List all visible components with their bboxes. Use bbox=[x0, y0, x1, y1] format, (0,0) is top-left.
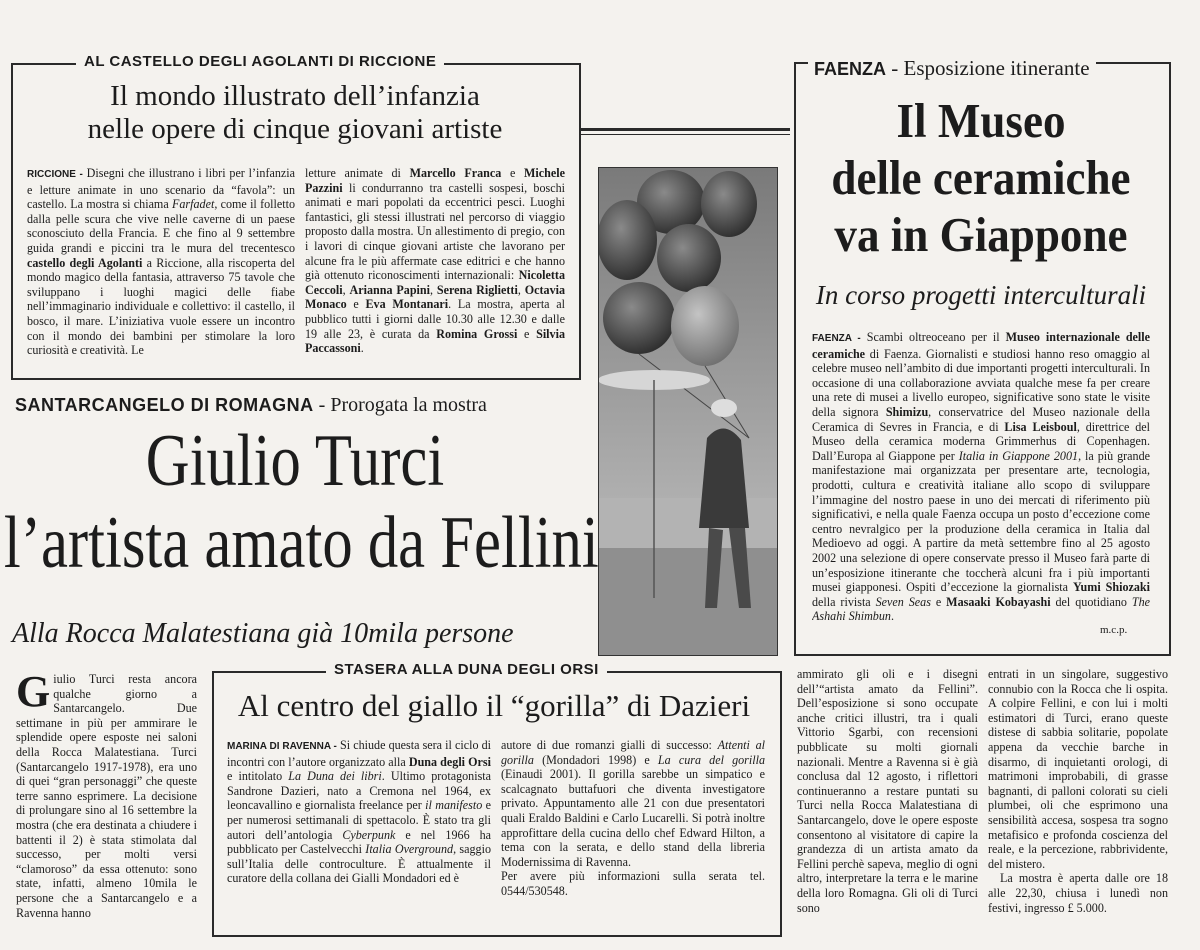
text-run: (Einaudi 2001). Il gorilla sarebbe un simpatico e scalcagnato buttafuori che diventa investigatore privato. Appuntamento alle 21 con due presentatori quali Eraldo Baldini e Carlo Lucarelli. Si potrà inoltre approfittare della cucina dello chef Edward Hilton, a tema con la serata, e dello stand della libreria Modernissima di Ravenna. bbox=[501, 767, 765, 869]
text-run: e bbox=[501, 166, 525, 180]
santarcangelo-column-1 bbox=[16, 672, 197, 940]
santarcangelo-kicker-label: - Prorogata la mostra bbox=[313, 394, 487, 416]
text-run: autore di due romanzi gialli di successo: bbox=[501, 738, 718, 752]
text-run: , come il folletto dalla pelle scura che vive nelle caverne di un paese sconosciuto della Francia. E che fino al 9 settembre guida grandi e piccini tra le mura del trecentesco bbox=[27, 197, 295, 255]
text-run: Per avere più informazioni sulla serata tel. 0544/530548. bbox=[501, 869, 765, 898]
faenza-kicker-label: - Esposizione itinerante bbox=[886, 56, 1090, 80]
text-run: The Ashahi Shimbun bbox=[812, 594, 1150, 624]
text-run: entrati in un singolare, suggestivo connubio con la Rocca che li ospita. A colpire Fellini, e con lui i molti estimatori di Turci, erano queste distese di sabbia solitarie, popolate appena da vecchie barche in disarmo, di inquietanti orologi, di matrimoni improbabili, di grasse bagnanti, di palloni colorati su cieli plumbei, oli che esprimono una sensibilità accesa, sospesa tra sogno metafisico e profonda coscienza del reale, e la percezione, rabbrividente, del mistero. bbox=[988, 667, 1168, 871]
text-run: La cura del gorilla bbox=[657, 752, 765, 767]
faenza-dateline: FAENZA - bbox=[812, 333, 861, 344]
faenza-headline bbox=[811, 92, 1151, 263]
text-run: e bbox=[517, 326, 537, 341]
text-run: Eva Montanari bbox=[365, 297, 449, 312]
riccione-column-1 bbox=[27, 166, 295, 372]
riccione-headline-line1: Il mondo illustrato dell’infanzia bbox=[110, 80, 480, 112]
riccione-headline-line2: nelle opere di cinque giovani artiste bbox=[87, 113, 503, 146]
text-run: letture animate di bbox=[305, 166, 410, 180]
text-run: . bbox=[890, 609, 894, 624]
text-run: a Riccione, alla riscoperta del mondo magico della fantasia, attraverso 75 tavole che sviluppano i luoghi magici delle fiabe nell’immaginario individuale e collettivo: il castello, il bosco, il mare. L’iniziativa vuole essere un incontro con il mondo dei bambini per stimolare la loro curiosità e creatività. Le bbox=[27, 255, 295, 358]
text-run: , saggio sull’Italia delle controculture. È attualmente il curatore della collana dei Gialli Mondadori ed è bbox=[227, 842, 491, 886]
dazieri-dateline: MARINA DI RAVENNA - bbox=[227, 741, 337, 752]
faenza-kicker bbox=[808, 56, 1096, 81]
text-run: Arianna Papini bbox=[349, 282, 430, 297]
faenza-signature: m.c.p. bbox=[1100, 624, 1128, 636]
santarcangelo-column-3 bbox=[797, 667, 978, 947]
text-run: e intitolato bbox=[227, 769, 289, 784]
text-run: , direttrice del Museo della ceramica moderna Grimmerhus di Copenhagen. Dall’Europa al Giappone per bbox=[812, 419, 1150, 463]
text-run: Italia Overground bbox=[365, 842, 454, 857]
text-run: il manifesto bbox=[425, 798, 483, 813]
top-rule bbox=[580, 128, 790, 131]
text-run: , bbox=[517, 282, 525, 297]
text-run: Attenti al gorilla bbox=[501, 738, 765, 767]
santarcangelo-subhead: Alla Rocca Malatestiana già 10mila persone bbox=[12, 618, 514, 649]
santarcangelo-headline-line2: l’artista amato da Fellini bbox=[3, 502, 599, 584]
painting-svg bbox=[599, 168, 777, 655]
text-run: Lisa Leisboul bbox=[1004, 419, 1077, 434]
text-run: e bbox=[930, 594, 947, 609]
text-run: Italia in Giappone 2001 bbox=[958, 448, 1079, 463]
faenza-subhead: In corso progetti interculturali bbox=[815, 280, 1147, 310]
text-run: , bbox=[430, 282, 437, 297]
text-run: iulio Turci resta ancora qualche giorno a Santarcangelo. Due settimane in più per ammirare le splendide opere esposte nei saloni della Rocca Malatestiana. Turci (Santarcangelo 1917-1978), era uno di quei “gran personaggi” che queste terre sanno esprimere. La decisione di prolungare sino al 16 settembre la mostra (che era destinata a chiudere i battenti il 2) è stata stimolata dal successo, per molti versi “clamoroso” da essa ottenuto: sono state, infatti, almeno 10mila le persone che a Santarcangelo e a Ravenna hanno bbox=[16, 672, 197, 920]
text-run: Serena Riglietti bbox=[436, 282, 518, 297]
text-run: , conservatrice del Museo nazionale della Ceramica di Sevres in Francia, e di bbox=[812, 404, 1150, 434]
text-run: Museo internazionale delle ceramiche bbox=[812, 330, 1150, 361]
text-run: del quotidiano bbox=[1050, 594, 1132, 609]
text-run: e nel 1966 ha pubblicato per Castelvecchi bbox=[227, 827, 491, 857]
text-run: , la più grande manifestazione mai organizzata per presentare arte, tecnologia, prodotti, cultura e creatività italiane allo scopo di sviluppare l’immagine del nostro paese in uno dei mercati di riferimento più significativi, e nella quale Faenza occupa un posto d’eccezione come centro nevralgico per la produzione della ceramica in Italia dal Medioevo ad oggi. A partire da metà settembre fino al 25 agosto 2002 una selezione di opere conservate presso il Museo farà parte di un’esposizione itinerante che toccherà alcuni fra i più importanti musei giapponesi. Ospiti d’eccezione la giornalista bbox=[812, 448, 1150, 595]
riccione-headline bbox=[20, 80, 570, 147]
drop-cap: G bbox=[16, 672, 51, 716]
riccione-column-2 bbox=[305, 166, 565, 372]
santarcangelo-kicker-place: SANTARCANGELO DI ROMAGNA bbox=[15, 395, 314, 415]
text-run: Shimizu bbox=[885, 404, 929, 419]
text-run: Si chiude questa sera il ciclo di incontri con l’autore organizzato alla bbox=[227, 738, 491, 769]
top-rule-2 bbox=[580, 134, 790, 135]
santarcangelo-kicker bbox=[15, 394, 487, 417]
faenza-headline-line3: va in Giappone bbox=[834, 207, 1128, 262]
text-run: Silvia Paccassoni bbox=[305, 326, 565, 356]
text-run: Farfadet bbox=[171, 197, 215, 212]
faenza-headline-line1: Il Museo bbox=[896, 93, 1066, 148]
text-run: e per numerosi settimanali di spettacolo. È stato tra gli autori dell’antologia bbox=[227, 798, 491, 842]
text-run: La mostra è aperta dalle ore 18 alle 22,30, chiusa i lunedì non festivi, ingresso £ 5.000. bbox=[988, 871, 1168, 915]
text-run: (Mondadori 1998) e bbox=[533, 752, 658, 767]
faenza-body bbox=[812, 330, 1150, 626]
dazieri-headline: Al centro del giallo il “gorilla” di Dazieri bbox=[237, 688, 751, 723]
text-run: Yumi Shiozaki bbox=[1072, 580, 1150, 595]
text-run: Marcello Franca bbox=[409, 166, 502, 180]
text-run: Michele Pazzini bbox=[305, 166, 565, 195]
text-run: Masaaki Kobayashi bbox=[946, 594, 1051, 609]
text-run: Duna degli Orsi bbox=[408, 754, 491, 769]
dazieri-kicker: STASERA ALLA DUNA DEGLI ORSI bbox=[326, 661, 607, 678]
text-run: li condurranno tra castelli sospesi, boschi animati e mari popolati da eccentrici pesci. Luoghi fantastici, gli stessi illustrati nel percorso di viaggio proposto dalla mostra. Un allestimento di pregio, con i lavori di cinque giovani artiste che lavorano per alcune fra le più affermate case editrici e che hanno già ottenuto riconoscimenti internazionali: bbox=[305, 180, 565, 283]
text-run: Romina Grossi bbox=[436, 326, 518, 341]
text-run: castello degli Agolanti bbox=[27, 255, 143, 270]
text-run: Octavia Monaco bbox=[305, 282, 565, 312]
text-run: . Ultimo protagonista Sandrone Dazieri, nato a Cremona nel 1964, ex leoncavallino e giornalista freelance per bbox=[227, 769, 491, 813]
text-run: Seven Seas bbox=[875, 594, 931, 609]
text-run: . La mostra, aperta al pubblico tutti i giorni dalle 10.30 alle 12.30 e dalle 19 alle 23, è curata da bbox=[305, 297, 565, 341]
text-run: La Duna dei libri bbox=[288, 769, 382, 784]
santarcangelo-headline-line1: Giulio Turci bbox=[145, 420, 445, 502]
text-run: della rivista bbox=[812, 594, 876, 609]
santarcangelo-headline bbox=[3, 420, 599, 584]
faenza-kicker-place: FAENZA bbox=[814, 59, 886, 79]
text-run: Cyberpunk bbox=[342, 827, 396, 842]
text-run: , bbox=[342, 282, 350, 297]
text-run: Disegni che illustrano i libri per l’infanzia e letture animate in uno scenario da “favola”: un castello. La mostra si chiama bbox=[27, 166, 295, 212]
dazieri-column-2 bbox=[501, 738, 765, 928]
santarcangelo-column-4 bbox=[988, 667, 1168, 947]
text-run: Nicoletta Ceccoli bbox=[305, 268, 565, 297]
text-run: . bbox=[360, 341, 364, 356]
riccione-dateline: RICCIONE - bbox=[27, 169, 83, 180]
text-run: e bbox=[346, 297, 366, 312]
text-run: ammirato gli oli e i disegni dell’“artista amato da Fellini”. Dell’esposizione si sono occupate anche critici illustri, tra i quali Vittorio Sgarbi, con recensioni pubblicate su molti giornali nazionali. Mentre a Ravenna si è già conclusa dal 12 agosto, i riflettori continueranno a restare puntati su Turci nella Rocca Malatestiana di Santarcangelo, dove le opere esposte consentono al visitatore di capire la grandezza di un artista amato da Fellini perchè sapeva, meglio di ogni altro, interpretare la terra e le marine della loro Romagna. Gli oli di Turci sono bbox=[797, 667, 978, 915]
riccione-kicker: AL CASTELLO DEGLI AGOLANTI DI RICCIONE bbox=[76, 53, 444, 70]
text-run: Scambi oltreoceano per il bbox=[860, 330, 1006, 344]
faenza-headline-line2: delle ceramiche bbox=[831, 150, 1131, 205]
dazieri-column-1 bbox=[227, 738, 491, 928]
turci-painting-photo bbox=[598, 167, 778, 656]
text-run: di Faenza. Giornalisti e studiosi hanno reso omaggio al celebre museo nell’ambito di due importanti progetti interculturali. In occasione di una collaborazione avviata qualche mese fa per creare una rete di musei a livello europeo, significative sono state le visite della signora bbox=[812, 346, 1150, 419]
